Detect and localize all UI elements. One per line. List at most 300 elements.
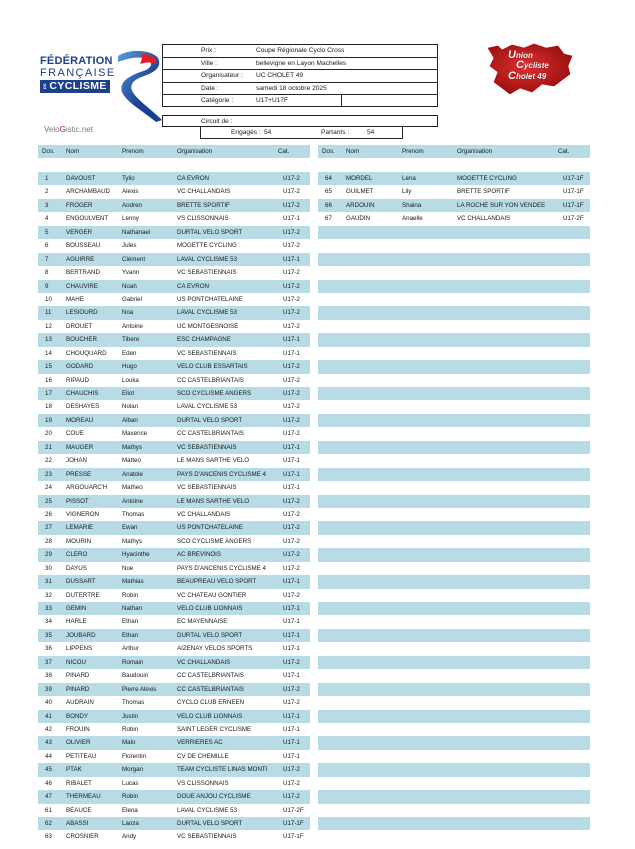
info-value: samedi 18 octobre 2025 [256, 84, 327, 92]
table-row [318, 320, 590, 333]
rider-organisation: PAYS D'ANCENIS CYCLISME 4 [177, 470, 266, 478]
table-row [38, 548, 310, 561]
rider-nom: PRESSE [66, 470, 92, 478]
rider-prenom: Nolan [122, 403, 139, 411]
rider-nom: NICOU [66, 658, 86, 666]
rider-cat: U17-1 [283, 645, 300, 653]
rider-cat: U17-2 [283, 269, 300, 277]
rider-prenom: Laoza [122, 820, 139, 827]
rider-cat: U17-1 [283, 443, 300, 451]
rider-cat: U17-2 [283, 779, 300, 787]
rider-cat: U17-1 [283, 752, 300, 760]
rider-organisation: VC SEBASTIENNAIS [177, 833, 237, 841]
table-row [38, 642, 310, 655]
rider-dos: 63 [45, 833, 52, 841]
rider-prenom: Clément [122, 255, 146, 263]
rider-nom: OLIVIER [66, 739, 91, 747]
rider-cat: U17-2 [283, 551, 300, 559]
table-row [38, 589, 310, 602]
rider-dos: 16 [45, 376, 52, 384]
rider-cat: U17-2 [283, 309, 300, 317]
col-prenom: Prenom [122, 148, 144, 155]
info-row-date [162, 82, 438, 95]
rider-organisation: LE MANS SARTHE VELO [177, 497, 250, 505]
rider-organisation: TEAM CYCLISTE LINAS MONTI [177, 766, 268, 774]
info-value: U17+U17F [256, 97, 289, 104]
rider-dos: 14 [45, 349, 52, 357]
rider-nom: DESHAYES [66, 403, 100, 411]
rider-nom: LIPPENS [66, 645, 93, 653]
counts-box [200, 127, 403, 139]
rider-dos: 66 [325, 201, 332, 209]
rider-dos: 27 [45, 524, 52, 532]
rider-organisation: VC SEBASTIENNAIS [177, 443, 237, 451]
col-prenom: Prenom [402, 148, 424, 155]
rider-cat: U17-2 [283, 242, 300, 250]
rider-organisation: DURTAL VELO SPORT [177, 631, 243, 639]
table-row [38, 562, 310, 575]
table-row [318, 199, 590, 212]
table-row [318, 266, 590, 279]
rider-prenom: Matheo [122, 484, 143, 492]
table-row [38, 804, 310, 817]
table-row [38, 280, 310, 293]
rider-cat: U17-1F [563, 175, 584, 182]
rider-prenom: Robin [122, 725, 139, 733]
table-row [38, 360, 310, 373]
rider-dos: 31 [45, 578, 52, 586]
rider-nom: PINARD [66, 685, 90, 693]
table-row [318, 589, 590, 602]
table-row [318, 226, 590, 239]
rider-organisation: VC CHALLANDAIS [177, 658, 231, 666]
rider-dos: 44 [45, 752, 52, 760]
col-organisation: Organisation [457, 148, 493, 155]
table-row [318, 710, 590, 723]
rider-dos: 8 [45, 269, 49, 277]
rider-organisation: VC SEBASTIENNAIS [177, 349, 237, 357]
rider-cat: U17-1 [283, 578, 300, 586]
table-row [318, 535, 590, 548]
table-row [38, 817, 310, 830]
rider-dos: 3 [45, 201, 49, 209]
rider-organisation: CC CASTELBRIANTAIS [177, 376, 244, 384]
rider-nom: BERTRAND [66, 269, 100, 277]
table-row [38, 387, 310, 400]
table-row [318, 736, 590, 749]
table-row [38, 602, 310, 615]
rider-nom: PISSOT [66, 497, 89, 505]
rider-dos: 61 [45, 806, 52, 814]
table-row [318, 642, 590, 655]
rider-prenom: Morgan [122, 766, 143, 774]
rider-cat: U17-1 [283, 739, 300, 747]
col-cat: Cat. [558, 148, 570, 155]
rider-organisation: AC BREVINOIS [177, 551, 222, 559]
rider-cat: U17-1 [283, 457, 300, 465]
col-nom: Nom [346, 148, 360, 155]
rider-nom: CHAUVIRE [66, 282, 98, 290]
rider-dos: 41 [45, 712, 52, 720]
velogistic-part3: istic.net [65, 125, 93, 134]
table-row [318, 683, 590, 696]
rider-nom: GEMIN [66, 605, 87, 612]
ffc-logo-line3 [40, 80, 110, 93]
rider-prenom: Jules [122, 242, 137, 250]
rider-nom: CHAUCHIS [66, 390, 99, 397]
rider-dos: 34 [45, 618, 52, 626]
rider-nom: FROUIN [66, 725, 90, 733]
table-row [38, 723, 310, 736]
table-row [318, 333, 590, 346]
rider-dos: 45 [45, 766, 52, 774]
ffc-logo-cyclisme: CYCLISME [49, 80, 107, 92]
info-label: Catégorie : [201, 97, 234, 104]
table-row [318, 669, 590, 682]
rider-cat: U17-1 [283, 470, 300, 478]
table-row [38, 777, 310, 790]
rider-dos: 21 [45, 443, 52, 451]
rider-dos: 36 [45, 645, 52, 653]
rider-dos: 15 [45, 363, 52, 371]
info-row-organisateur [162, 69, 438, 82]
rider-cat: U17-2 [283, 766, 300, 774]
rider-dos: 67 [325, 215, 332, 223]
rider-nom: BEAUCE [66, 806, 92, 814]
rider-dos: 39 [45, 685, 52, 693]
table-row [318, 508, 590, 521]
rider-organisation: BRETTE SPORTIF [177, 201, 230, 209]
table-row [318, 548, 590, 561]
table-row [318, 763, 590, 776]
rider-nom: BOUCHER [66, 336, 97, 344]
rider-nom: LESIOURD [66, 309, 98, 317]
info-label: Prix : [201, 47, 217, 54]
rider-cat: U17-2 [283, 201, 300, 209]
rider-nom: DAYUS [66, 564, 87, 572]
table-row [318, 790, 590, 803]
rider-prenom: Anaelle [402, 215, 423, 223]
rider-prenom: Shaina [402, 201, 422, 209]
ucc-cap-c: C [516, 59, 524, 72]
rider-organisation: LAVAL CYCLISME 53 [177, 806, 238, 814]
rider-prenom: Thomas [122, 510, 145, 518]
rider-dos: 22 [45, 457, 52, 465]
rider-cat: U17-2 [283, 322, 300, 330]
table-row [38, 172, 310, 185]
rider-organisation: SCO CYCLISME ANGERS [177, 537, 252, 545]
rider-cat: U17-1 [283, 725, 300, 733]
table-row [318, 830, 590, 843]
table-row [318, 615, 590, 628]
engages-label: Engagés : [231, 129, 261, 136]
rider-organisation: CA EVRON [177, 282, 209, 290]
rider-prenom: Mathys [122, 537, 142, 545]
rider-prenom: Thomas [122, 699, 145, 707]
rider-nom: MOURIN [66, 537, 92, 545]
rider-organisation: VC CHALLANDAIS [177, 510, 231, 518]
rider-prenom: Eliot [122, 390, 135, 397]
rider-prenom: Alexis [122, 188, 139, 196]
ffc-logo-line1: FÉDÉRATION [40, 55, 113, 67]
rider-dos: 5 [45, 228, 49, 236]
rider-nom: DROUET [66, 322, 93, 330]
rider-cat: U17-2 [283, 390, 300, 397]
engages-value: 54 [264, 129, 272, 136]
rider-prenom: Hugo [122, 363, 137, 371]
table-row [318, 427, 590, 440]
rider-nom: DUTERTRE [66, 591, 100, 599]
rider-dos: 13 [45, 336, 52, 344]
header-spacer [318, 158, 590, 172]
info-value: bellevigne en Layon Machelles [256, 59, 347, 67]
rider-organisation: VC SEBASTIENNAIS [177, 484, 237, 492]
table-row [38, 333, 310, 346]
ucc-cap-u: U [508, 49, 516, 61]
table-row [38, 481, 310, 494]
rider-cat: U17-1 [283, 672, 300, 680]
rider-prenom: Andy [122, 833, 137, 841]
rider-cat: U17-1F [563, 188, 584, 196]
rider-nom: PINARD [66, 672, 90, 680]
rider-nom: MAUGER [66, 443, 94, 451]
ucc-line3: holet 49 [515, 71, 547, 81]
table-row [318, 400, 590, 413]
col-organisation: Organisation [177, 148, 213, 155]
rider-prenom: Tylio [122, 175, 135, 182]
rider-dos: 25 [45, 497, 52, 505]
race-info-box [162, 44, 438, 107]
rider-dos: 42 [45, 725, 52, 733]
rider-organisation: DURTAL VELO SPORT [177, 820, 243, 827]
rider-cat: U17-2 [283, 658, 300, 666]
table-row [318, 172, 590, 185]
table-row [318, 306, 590, 319]
info-label: Date : [201, 84, 219, 92]
rider-prenom: Elena [122, 806, 138, 814]
rider-organisation: VC SEBASTIENNAIS [177, 269, 237, 277]
rider-prenom: Romain [122, 658, 144, 666]
rider-cat: U17-2 [283, 175, 300, 182]
rider-dos: 9 [45, 282, 49, 290]
table-row [318, 575, 590, 588]
rider-nom: RIPAUD [66, 376, 89, 384]
rider-nom: PETITEAU [66, 752, 97, 760]
table-row [318, 414, 590, 427]
rider-organisation: LE MANS SARTHE VELO [177, 457, 250, 465]
rider-organisation: VELO CLUB ESSARTAIS [177, 363, 248, 371]
rider-prenom: Robin [122, 591, 139, 599]
table-row [38, 441, 310, 454]
rider-prenom: Mathias [122, 578, 144, 586]
table-row [318, 656, 590, 669]
rider-dos: 10 [45, 295, 52, 303]
table-row [38, 454, 310, 467]
rider-nom: DUSSART [66, 578, 96, 586]
table-row [38, 683, 310, 696]
rider-nom: MOREAU [66, 416, 94, 424]
rider-prenom: Alban [122, 416, 138, 424]
rider-organisation: SCO CYCLISME ANGERS [177, 390, 252, 397]
rider-prenom: Nathanael [122, 228, 151, 236]
rider-prenom: Lenny [122, 215, 139, 223]
table-row [318, 629, 590, 642]
rider-cat: U17-2 [283, 510, 300, 518]
rider-prenom: Lily [402, 188, 412, 196]
rider-organisation: MOGETTE CYCLING [457, 175, 517, 182]
rider-cat: U17-2 [283, 403, 300, 411]
table-row [318, 454, 590, 467]
rider-prenom: Arthur [122, 645, 139, 653]
rider-prenom: Matteo [122, 457, 141, 465]
rider-dos: 1 [45, 175, 49, 182]
rider-organisation: BEAUPREAU VELO SPORT [177, 578, 257, 586]
table-row [38, 239, 310, 252]
rider-cat: U17-1F [563, 201, 584, 209]
rider-dos: 19 [45, 416, 52, 424]
rider-prenom: Lena [402, 175, 416, 182]
rider-organisation: CYCLO CLUB ERNEEN [177, 699, 245, 707]
info-row-ville [162, 57, 438, 70]
rider-organisation: SAINT LEGER CYCLISME [177, 725, 252, 733]
rider-cat: U17-2 [283, 416, 300, 424]
rider-cat: U17-2 [283, 282, 300, 290]
table-row [38, 629, 310, 642]
table-row [318, 521, 590, 534]
rider-cat: U17-2 [283, 430, 300, 438]
rider-prenom: Justin [122, 712, 139, 720]
rider-dos: 46 [45, 779, 52, 787]
rider-prenom: Ethan [122, 631, 139, 639]
rider-prenom: Robin [122, 793, 139, 801]
table-row [38, 710, 310, 723]
rider-dos: 62 [45, 820, 52, 827]
rider-prenom: Louka [122, 376, 139, 384]
table-row [38, 374, 310, 387]
rider-cat: U17-1 [283, 484, 300, 492]
table-row [38, 575, 310, 588]
rider-organisation: VC CHALLANDAIS [177, 188, 231, 196]
info-row-categorie [162, 94, 438, 107]
rider-prenom: Ethan [122, 618, 139, 626]
rider-cat: U17-1 [283, 215, 300, 223]
rider-nom: BOUSSEAU [66, 242, 101, 250]
table-row [38, 830, 310, 843]
rider-dos: 4 [45, 215, 49, 223]
rider-cat: U17-2 [283, 188, 300, 196]
rider-nom: LEMARIÉ [66, 524, 94, 532]
rider-dos: 64 [325, 175, 332, 182]
rider-cat: U17-1 [283, 631, 300, 639]
rider-prenom: Pierre Alexis [122, 685, 157, 693]
rider-organisation: CC CASTELBRIANTAIS [177, 672, 244, 680]
table-header [318, 145, 590, 158]
table-row [318, 441, 590, 454]
rider-prenom: Lucas [122, 779, 139, 787]
table-row [318, 280, 590, 293]
velogistic-part2: G [59, 125, 66, 134]
rider-organisation: VERRIERES AC [177, 739, 223, 747]
rider-nom: VERGER [66, 228, 93, 236]
table-row [38, 226, 310, 239]
rider-nom: PTAK [66, 766, 82, 774]
table-row [318, 750, 590, 763]
rider-prenom: Mathys [122, 443, 142, 451]
riders-table-left [38, 145, 310, 844]
rider-nom: MAHE [66, 295, 84, 303]
col-dos: Dos. [42, 148, 55, 155]
rider-organisation: CV DE CHEMILLE [177, 752, 229, 760]
rider-organisation: PAYS D'ANCENIS CYCLISME 4 [177, 564, 266, 572]
rider-cat: U17-1 [283, 618, 300, 626]
rider-organisation: BRETTE SPORTIF [457, 188, 510, 196]
rider-dos: 17 [45, 390, 52, 397]
table-row [38, 293, 310, 306]
table-row [318, 602, 590, 615]
rider-dos: 20 [45, 430, 52, 438]
table-row [38, 615, 310, 628]
rider-cat: U17-2 [283, 699, 300, 707]
rider-dos: 11 [45, 309, 52, 317]
table-row [38, 266, 310, 279]
info-value: Coupe Régionale Cyclo Cross [256, 47, 345, 54]
table-row [318, 817, 590, 830]
rider-organisation: CC CASTELBRIANTAIS [177, 685, 244, 693]
rider-cat: U17-2F [283, 806, 304, 814]
rider-dos: 12 [45, 322, 52, 330]
col-dos: Dos. [322, 148, 335, 155]
table-row [318, 253, 590, 266]
rider-nom: COUE [66, 430, 84, 438]
rider-nom: HARLE [66, 618, 87, 626]
rider-prenom: Ewan [122, 524, 138, 532]
table-row [318, 481, 590, 494]
rider-organisation: VC CHATEAU GONTIER [177, 591, 247, 599]
table-row [318, 212, 590, 225]
table-row [318, 468, 590, 481]
velogistic-part1: Velo [44, 125, 60, 134]
table-row [318, 562, 590, 575]
rider-dos: 40 [45, 699, 52, 707]
rider-nom: DAVOUST [66, 175, 96, 182]
info-label: Ville : [201, 59, 218, 67]
rider-prenom: Gabriel [122, 295, 142, 303]
table-row [38, 763, 310, 776]
rider-cat: U17-2 [283, 685, 300, 693]
rider-prenom: Aodren [122, 201, 142, 209]
rider-prenom: Maxence [122, 430, 148, 438]
rider-cat: U17-2 [283, 376, 300, 384]
ffc-logo-line2: FRANÇAISE [40, 67, 116, 79]
rider-prenom: Eden [122, 349, 137, 357]
rider-nom: GODARD [66, 363, 94, 371]
rider-organisation: MOGETTE CYCLING [177, 242, 237, 250]
rider-organisation: LA ROCHE SUR YON VENDEE [457, 201, 546, 209]
rider-cat: U17-2 [283, 591, 300, 599]
rider-dos: 38 [45, 672, 52, 680]
ffc-swoosh-icon [112, 48, 164, 124]
rider-cat: U17-2 [283, 363, 300, 371]
rider-prenom: Tibere [122, 336, 140, 344]
rider-cat: U17-1 [283, 712, 300, 720]
rider-dos: 28 [45, 537, 52, 545]
rider-prenom: Noa [122, 309, 134, 317]
rider-nom: VIGNERON [66, 510, 100, 518]
rider-organisation: VS CLISSONNAIS [177, 215, 229, 223]
table-row [38, 508, 310, 521]
table-row [318, 804, 590, 817]
rider-nom: GUILMET [346, 188, 374, 196]
